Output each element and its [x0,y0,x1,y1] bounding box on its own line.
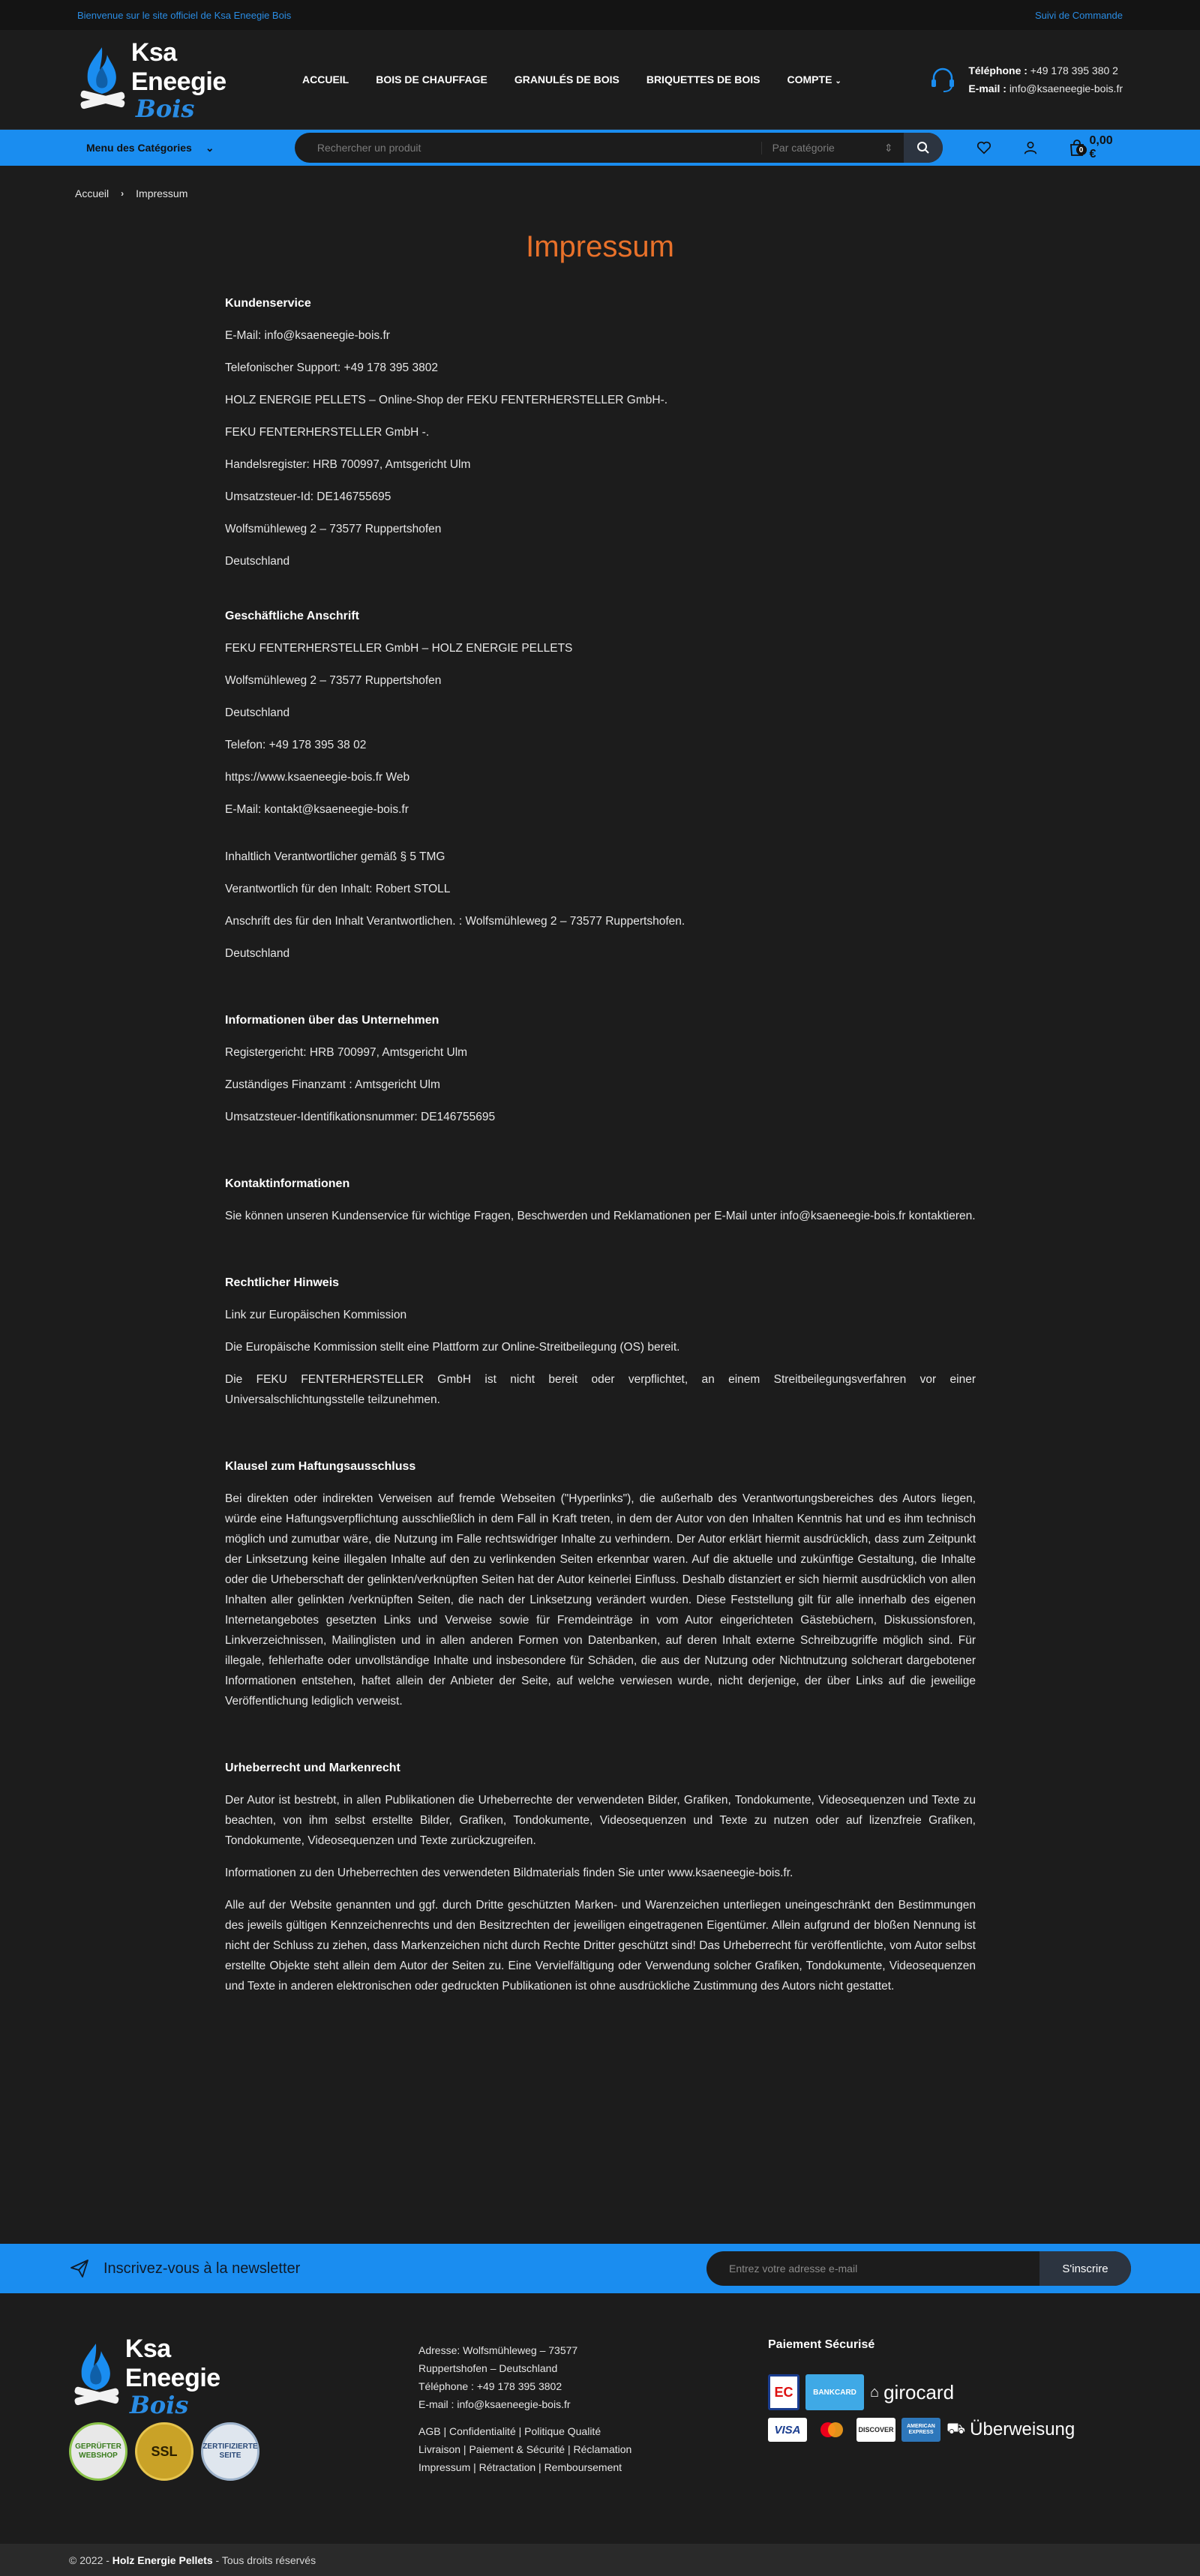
trust-badges [69,2422,260,2481]
text-line: Deutschland [225,555,290,568]
footer-link-paiement[interactable]: Paiement & Sécurité [469,2443,566,2455]
paper-plane-icon [69,2258,90,2279]
cart-total: 0,00 € [1089,134,1113,160]
site-header [0,30,1200,130]
footer-address [418,2341,578,2413]
verified-shop-badge: GEPRÜFTER WEBSHOP [69,2422,128,2481]
newsletter-email-input[interactable]: Entrez votre adresse e-mail [729,2263,858,2275]
brand-line-1: Ksa Eneegie [130,38,226,96]
heart-icon[interactable] [976,139,992,156]
payment-row [768,2374,1075,2410]
text-line: HOLZ ENERGIE PELLETS – Online-Shop der FEKU FENTERHERSTELLER GmbH-. [225,394,668,406]
car-icon: ⛟ [946,2420,966,2437]
impressum-content [225,293,976,1996]
bank-transfer-label: Überweisung [970,2419,1076,2440]
copyright-text [69,2554,316,2566]
phone-number[interactable]: +49 178 395 380 2 [1030,64,1118,76]
newsletter-bar [0,2244,1200,2293]
footer-link-reclamation[interactable]: Réclamation [573,2443,632,2455]
search-bar-strip [0,130,1200,166]
header-contact [928,61,1123,97]
paragraph: Die FEKU FENTERHERSTELLER GmbH ist nicht bereit oder verpflichtet, an einem Streitbeilegungsverfahren vor einer Universalschlichtungsstelle teilzunehmen. [225,1373,976,1406]
header-action-icons [976,134,1123,161]
text-line: Telefonischer Support: +49 178 395 3802 [225,361,438,374]
text-line: https://www.ksaeneegie-bois.fr Web [225,771,410,784]
text-line: E-Mail: kontakt@ksaeneegie-bois.fr [225,803,409,816]
category-select-label: Par catégorie [772,141,835,154]
breadcrumb-current: Impressum [136,187,188,199]
text-line: Inhaltlich Verantwortlicher gemäß § 5 TMG [225,850,446,863]
select-arrows-icon: ⇕ [884,141,893,154]
cart-button[interactable] [1069,134,1123,161]
flame-logo-icon [77,44,127,115]
payment-methods [768,2338,1075,2449]
top-bar [0,0,1200,30]
brand-line-2: Bois [135,94,195,123]
headset-icon [928,64,958,94]
email-address[interactable]: info@ksaeneegie-bois.fr [1009,82,1123,94]
welcome-text: Bienvenue sur le site officiel de Ksa Eneegie Bois [77,9,292,21]
text-line: Wolfsmühleweg 2 – 73577 Ruppertshofen [225,674,442,687]
text-line: Deutschland [225,947,290,960]
newsletter-form [706,2251,1131,2286]
breadcrumb [0,166,1200,221]
search-icon [916,141,930,154]
page-title: Impressum [526,230,674,263]
text-line: Zuständiges Finanzamt : Amtsgericht Ulm [225,1078,440,1091]
text-line: Handelsregister: HRB 700997, Amtsgericht Ulm [225,458,471,471]
categories-menu-button[interactable] [77,142,295,154]
bank-building-icon: ⌂ [870,2383,880,2401]
contact-lines [968,61,1123,97]
text-line: FEKU FENTERHERSTELLER GmbH -. [225,426,430,439]
eu-commission-link[interactable]: Link zur Europäischen Kommission [225,1309,407,1321]
email-line [968,79,1123,97]
text-line: Telefon: +49 178 395 38 02 [225,739,367,751]
text-line: Umsatzsteuer-Id: DE146755695 [225,490,392,503]
newsletter-title: Inscrivez-vous à la newsletter [104,2260,301,2277]
chevron-right-icon: › [121,188,124,199]
brand-line-2: Bois [129,2391,189,2419]
amex-logo: AMERICAN EXPRESS [902,2418,940,2442]
copyright-suffix: - Tous droits réservés [215,2554,316,2566]
paragraph: Informationen zu den Urheberrechten des verwendeten Bildmaterials finden Sie unter www.ksaeneegie-bois.fr. [225,1867,794,1879]
copyright-prefix: © 2022 - [69,2554,110,2566]
payment-row [768,2418,1075,2442]
paragraph: Bei direkten oder indirekten Verweisen auf fremde Webseiten ("Hyperlinks"), die außerhalb des Verantwortungsbereiches des Autors liegen, würde eine Haftungsverpflichtung ausschließlich in dem Fall in Kraft treten, in dem der Autor von den Inhalten Kenntnis hat und es ihm technisch möglich und zumutbar wäre, die Nutzung im Falle rechtswidriger Inhalte zu verhindern. Der Autor erklärt hiermit ausdrücklich, dass zum Zeitpunkt der Linksetzung keine illegalen Inhalte auf den zu verlinkenden Seiten erkennbar waren. Auf die aktuelle und zukünftige Gestaltung, die Inhalte oder die Urheberschaft der gelinkten/verknüpften Seiten hat der Autor keinerlei Einfluss. Deshalb distanziert er sich hiermit ausdrücklich von allen Inhalten aller gelinkten /verknüpften Seiten, die nach der Linksetzung verändert wurden. Diese Feststellung gilt für alle innerhalb des eigenen Internetangebotes gesetzten Links und Verweise sowie für Fremdeinträge in vom Autor eingerichteten Gästebüchern, Diskussionsforen, Linkverzeichnissen, Mailinglisten und in allen anderen Formen von Datenbanken, auf deren Inhalt externe Schreibzugriffe möglich sind. Für illegale, fehlerhafte oder unvollständige Inhalte und insbesondere für Schäden, die aus der Nutzung oder Nichtnutzung solcherart dargebotener Informationen entstehen, haftet allein der Anbieter der Seite, auf welche verwiesen wurde, nicht derjenige, der über Links auf die jeweilige Veröffentlichung lediglich verweist. [225,1492,976,1708]
order-tracking-link[interactable]: Suivi de Commande [1034,9,1123,21]
certified-site-badge: ZERTIFIZIERTE SEITE [201,2422,260,2481]
nav-briquettes-de-bois[interactable]: BRIQUETTES DE BOIS [646,73,760,85]
copyright-bar [0,2544,1200,2576]
nav-accueil[interactable]: ACCUEIL [302,73,350,85]
footer-link-impressum[interactable]: Impressum [418,2461,471,2473]
footer-link-confidentialite[interactable]: Confidentialité [449,2425,516,2437]
cart-count-badge: 0 [1076,145,1087,155]
section-heading: Informationen über das Unternehmen [225,1014,440,1027]
nav-compte-label: COMPTE [787,73,832,85]
girocard-logo [870,2381,954,2404]
section-heading: Geschäftliche Anschrift [225,610,360,622]
mastercard-circles-icon [817,2420,847,2440]
text-line: Verantwortlich für den Inhalt: Robert STOLL [225,883,451,895]
nav-granules-de-bois[interactable]: GRANULÉS DE BOIS [514,73,620,85]
section-heading: Urheberrecht und Markenrecht [225,1762,400,1774]
footer-link-remboursement[interactable]: Remboursement [544,2461,622,2473]
address-line: Téléphone : +49 178 395 3802 [418,2380,562,2392]
section-heading: Kontaktinformationen [225,1177,350,1190]
footer-logo[interactable] [71,2335,272,2419]
ssl-badge: SSL [135,2422,194,2481]
footer-links: AGB | Confidentialité | Politique Qualité Livraison | Paiement & Sécurité | Réclamation Impressum | Rétractation | Remboursement [418,2425,632,2473]
text-line: E-Mail: info@ksaeneegie-bois.fr [225,329,390,342]
chevron-down-icon: ⌄ [835,77,842,85]
text-line: Registergericht: HRB 700997, Amtsgericht Ulm [225,1046,468,1059]
discover-logo: DISCOVER [856,2418,896,2442]
email-label: E-mail : [968,82,1006,94]
bank-transfer-logo [946,2419,1075,2440]
text-line: Wolfsmühleweg 2 – 73577 Ruppertshofen [225,523,442,535]
user-icon[interactable] [1022,139,1039,156]
girocard-label: girocard [884,2380,955,2404]
mastercard-logo [813,2418,850,2442]
address-line: E-mail : info@ksaeneegie-bois.fr [418,2398,571,2410]
footer-link-politique-qualite[interactable]: Politique Qualité [524,2425,602,2437]
paragraph: Sie können unseren Kundenservice für wichtige Fragen, Beschwerden und Reklamationen per E-Mail unter info@ksaeneegie-bois.fr kontaktieren. [225,1210,976,1222]
ec-card-logo: EC [768,2374,800,2410]
phone-line [968,61,1123,79]
paragraph: Der Autor ist bestrebt, in allen Publikationen die Urheberrechte der verwendeten Bilder, Grafiken, Tondokumente, Videosequenzen und Texte zu beachten, von ihm selbst erstellte Bilder, Grafiken, Tondokumente, Videosequenzen und Texte zu nutzen oder auf lizenzfreie Grafiken, Tondokumente, Videosequenzen und Texte zurückzugreifen. [225,1794,976,1847]
text-line: Die Europäische Kommission stellt eine Plattform zur Online-Streitbeilegung (OS) bereit. [225,1341,680,1354]
text-line: Deutschland [225,706,290,719]
address-line: Adresse: Wolfsmühleweg – 73577 [418,2344,578,2356]
footer-link-agb[interactable]: AGB [418,2425,441,2437]
visa-logo: VISA [768,2418,807,2442]
nav-bois-de-chauffage[interactable]: BOIS DE CHAUFFAGE [376,73,488,85]
main-nav [302,73,842,85]
breadcrumb-home[interactable]: Accueil [75,187,110,199]
bankcard-logo: BANKCARD [806,2374,864,2410]
text-line: FEKU FENTERHERSTELLER GmbH – HOLZ ENERGIE PELLETS [225,642,573,655]
section-heading: Rechtlicher Hinweis [225,1276,340,1289]
nav-compte[interactable] [788,73,842,85]
chevron-down-icon: ⌄ [205,141,214,154]
categories-menu-label: Menu des Catégories [86,142,192,154]
site-logo[interactable] [77,38,278,123]
footer-link-retractation[interactable]: Rétractation [478,2461,536,2473]
search-button[interactable] [904,133,943,163]
text-line: Anschrift des für den Inhalt Verantwortlichen. : Wolfsmühleweg 2 – 73577 Ruppertshofen. [225,915,686,928]
subscribe-button[interactable]: S'inscrire [1040,2251,1131,2286]
text-line: Umsatzsteuer-Identifikationsnummer: DE146755695 [225,1111,496,1123]
phone-label: Téléphone : [968,64,1028,76]
product-search [295,133,943,163]
section-heading: Klausel zum Haftungsausschluss [225,1460,416,1473]
address-line: Ruppertshofen – Deutschland [418,2362,558,2374]
footer-link-livraison[interactable]: Livraison [418,2443,461,2455]
brand-line-1: Ksa Eneegie [124,2335,220,2392]
section-heading: Kundenservice [225,297,311,310]
flame-logo-icon [71,2341,121,2411]
payment-title: Paiement Sécurisé [768,2338,875,2351]
category-select[interactable] [761,142,904,154]
brand-name [131,38,278,121]
paragraph: Alle auf der Website genannten und ggf. durch Dritte geschützten Marken- und Warenzeichen unterliegen uneingeschränkt den Bestimmungen des jeweils gültigen Kennzeichenrechts und den Besitzrechten der jeweiligen eingetragenen Eigentümer. Allein aufgrund der bloßen Nennung ist nicht der Schluss zu ziehen, dass Markenzeichen nicht durch Rechte Dritter geschützt sind! Das Urheberrecht für veröffentlichte, vom Autor selbst erstellte Objekte steht allein dem Autor der Seiten zu. Eine Vervielfältigung oder Verwendung solcher Grafiken, Tondokumente, Videosequenzen und Texte in anderen elektronischen oder gedruckten Publikationen ist ohne ausdrückliche Zustimmung des Autors nicht gestattet. [225,1899,976,1993]
brand-name [125,2335,272,2417]
site-footer [0,2293,1200,2544]
search-input[interactable]: Rechercher un produit [316,142,422,154]
copyright-brand: Holz Energie Pellets [112,2554,213,2566]
